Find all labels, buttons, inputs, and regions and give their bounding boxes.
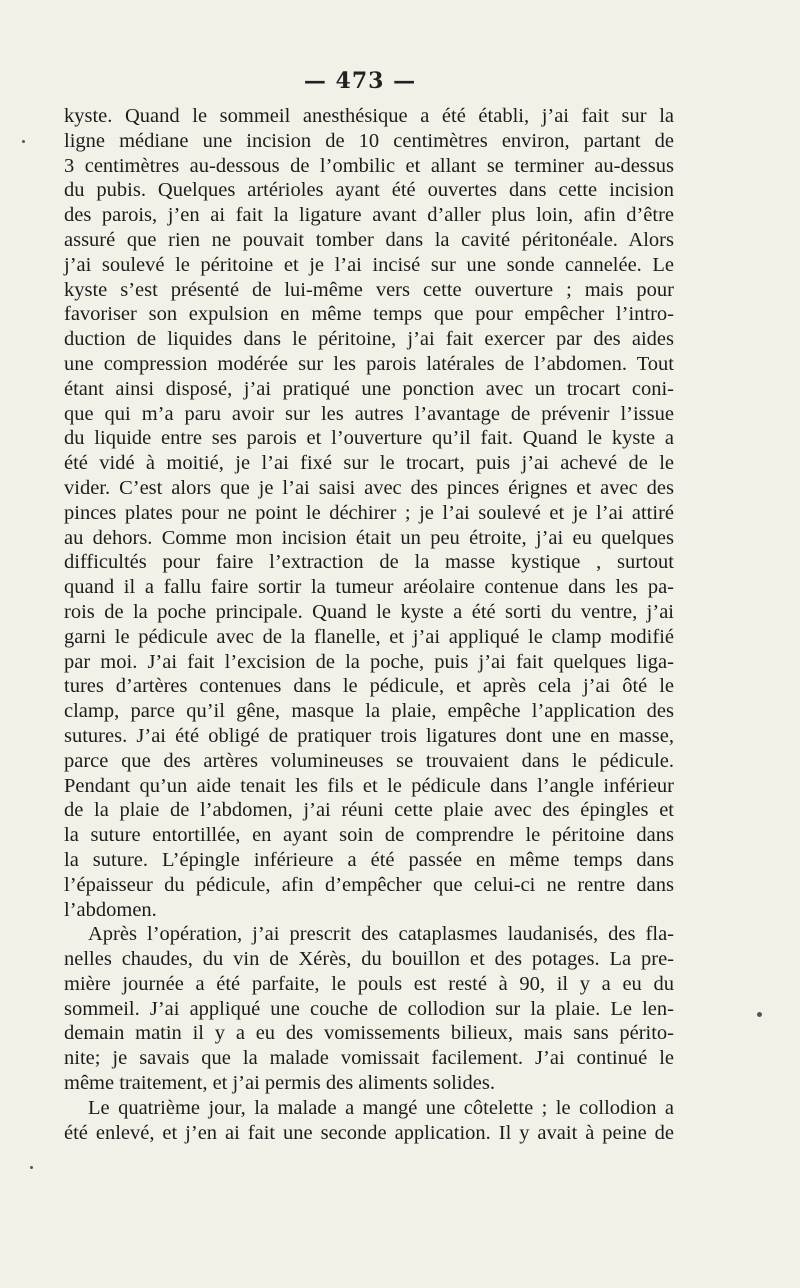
text-line: clamp, parce qu’il gêne, masque la plaie, empêche l’application des [64, 700, 674, 723]
ink-speck [757, 1012, 762, 1017]
text-line: ligne médiane une incision de 10 centimètres environ, partant de [64, 129, 674, 152]
text-line: sommeil. J’ai appliqué une couche de collodion sur la plaie. Le len- [64, 997, 674, 1020]
text-line: difficultés pour faire l’extraction de la masse kystique , surtout [64, 551, 674, 574]
text-line: Après l’opération, j’ai prescrit des cataplasmes laudanisés, des fla- [88, 923, 674, 946]
text-line: par moi. J’ai fait l’excision de la poche, puis j’ai fait quelques liga- [64, 650, 674, 673]
text-line: la suture. L’épingle inférieure a été passée en même temps dans [64, 848, 674, 871]
text-line: vider. C’est alors que je l’ai saisi avec des pinces érignes et avec des [64, 476, 674, 499]
text-line: tures d’artères contenues dans le pédicule, et après cela j’ai ôté le [64, 675, 674, 698]
text-line: pinces plates pour ne point le déchirer ; je l’ai soulevé et je l’ai attiré [64, 501, 674, 524]
text-line: sutures. J’ai été obligé de pratiquer trois ligatures dont une en masse, [64, 724, 674, 747]
text-line: la suture entortillée, en ayant soin de comprendre le péritoine dans [64, 824, 674, 847]
text-line: étant ainsi disposé, j’ai pratiqué une ponction avec un trocart coni- [64, 377, 674, 400]
body-text [64, 104, 674, 1145]
text-line: mière journée a été parfaite, le pouls est resté à 90, il y a eu du [64, 972, 674, 995]
ink-speck [30, 1166, 33, 1169]
text-line: garni le pédicule avec de la flanelle, et j’ai appliqué le clamp modifié [64, 625, 674, 648]
text-line: des parois, j’en ai fait la ligature avant d’aller plus loin, afin d’être [64, 204, 674, 227]
text-line: été vidé à moitié, je l’ai fixé sur le trocart, puis j’ai achevé de le [64, 452, 674, 475]
text-line: été enlevé, et j’en ai fait une seconde application. Il y avait à peine de [64, 1121, 674, 1144]
text-line: Pendant qu’un aide tenait les fils et le pédicule dans l’angle inférieur [64, 774, 674, 797]
text-line: que qui m’a paru avoir sur les autres l’avantage de prévenir l’issue [64, 402, 674, 425]
text-line: duction de liquides dans le péritoine, j’ai fait exercer par des aides [64, 328, 674, 351]
text-line: nite; je savais que la malade vomissait facilement. J’ai continué le [64, 1047, 674, 1070]
ink-speck [22, 140, 25, 143]
text-line: une compression modérée sur les parois latérales de l’abdomen. Tout [64, 352, 674, 375]
text-line: favoriser son expulsion en même temps que pour empêcher l’intro- [64, 303, 674, 326]
text-line: au dehors. Comme mon incision était un peu étroite, j’ai eu quelques [64, 526, 674, 549]
text-line: quand il a fallu faire sortir la tumeur aréolaire contenue dans les pa- [64, 576, 674, 599]
text-line: kyste. Quand le sommeil anesthésique a été établi, j’ai fait sur la [64, 105, 674, 127]
text-line: même traitement, et j’ai permis des aliments solides. [64, 1072, 495, 1095]
text-line: demain matin il y a eu des vomissements bilieux, mais sans périto- [64, 1022, 674, 1045]
text-line: de la plaie de l’abdomen, j’ai réuni cette plaie avec des épingles et [64, 799, 674, 822]
text-line: du liquide entre ses parois et l’ouverture qu’il fait. Quand le kyste a [64, 427, 674, 450]
text-line: rois de la poche principale. Quand le kyste a été sorti du ventre, j’ai [64, 600, 674, 623]
text-line: l’abdomen. [64, 898, 157, 921]
text-line: kyste s’est présenté de lui-même vers cette ouverture ; mais pour [64, 278, 674, 301]
text-line: nelles chaudes, du vin de Xérès, du bouillon et des potages. La pre- [64, 948, 674, 971]
text-line: parce que des artères volumineuses se trouvaient dans le pédicule. [64, 749, 674, 772]
text-line: Le quatrième jour, la malade a mangé une côtelette ; le collodion a [88, 1096, 674, 1119]
text-line: 3 centimètres au-dessous de l’ombilic et allant se terminer au-dessus [64, 154, 674, 177]
page-number: — 473 — [303, 68, 417, 94]
text-line: du pubis. Quelques artérioles ayant été ouvertes dans cette incision [64, 179, 674, 202]
text-line: l’épaisseur du pédicule, afin d’empêcher que celui-ci ne rentre dans [64, 873, 674, 896]
text-line: j’ai soulevé le péritoine et je l’ai incisé sur une sonde cannelée. Le [64, 253, 674, 276]
text-line: assuré que rien ne pouvait tomber dans la cavité péritonéale. Alors [64, 228, 674, 251]
